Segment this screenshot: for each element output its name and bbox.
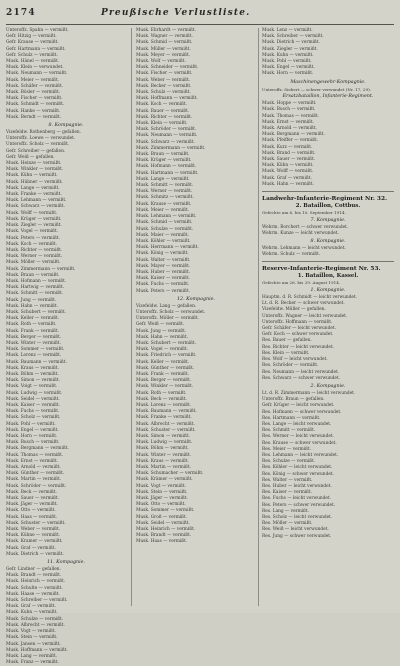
casualty-entry: Musk. Werner — vermißt. — [6, 254, 63, 260]
casualty-entry: Musk. Bergmann — vermißt. — [6, 446, 69, 452]
casualty-entry: Res. Köhler — leicht verwundet. — [262, 465, 333, 471]
casualty-entry: Musk. Berger — vermißt. — [136, 378, 192, 384]
battalion-title: 1. Bataillon, Kassel. — [297, 273, 359, 280]
casualty-entry: Musk. Kühn — vermißt. — [6, 173, 58, 179]
casualty-entry: Musk. Möller — vermißt. — [6, 260, 61, 266]
casualty-entry: Musk. Hänel — vermißt. — [6, 59, 60, 65]
casualty-entry: Musk. Vogel — vermißt. — [6, 229, 59, 235]
casualty-entry: Musk. Schreiber — vermißt. — [6, 598, 68, 604]
casualty-entry: Unteroffz. Loewe — verwundet. — [6, 136, 76, 142]
column-divider — [258, 28, 259, 606]
casualty-entry: Musk. Fuchs — vermißt. — [6, 409, 60, 415]
casualty-entry: Musk. Maier — vermißt. — [136, 232, 190, 238]
page-title: Preußische Verlustliste. — [101, 8, 251, 18]
casualty-entry: Musk. Martin — vermißt. — [6, 477, 62, 483]
casualty-entry: Musk. Hartwig — vermißt. — [6, 285, 65, 291]
column-middle — [136, 28, 256, 608]
casualty-entry: Musk. Stein — vermißt. — [6, 635, 58, 641]
casualty-entry: Musk. Seidel — vermißt. — [6, 396, 60, 402]
casualty-entry: Unteroffz. Spahn — vermißt. — [6, 28, 69, 33]
entry-list — [136, 304, 256, 546]
casualty-entry: Musk. Schmitt — vermißt. — [136, 183, 194, 189]
casualty-entry: Musk. Heinrich — vermißt. — [6, 579, 66, 585]
casualty-entry: Res. Jung — schwer verwundet. — [262, 533, 332, 539]
casualty-entry: Gefr. Koch — schwer verwundet. — [262, 332, 334, 338]
casualty-entry: Musk. Schulte — vermißt. — [6, 585, 63, 591]
casualty-entry: Musk. Schäfer — vermißt. — [6, 83, 64, 89]
casualty-entry: Musk. Wolf — vermißt. — [136, 59, 186, 65]
casualty-entry: Musk. Kraus — vermißt. — [6, 365, 59, 371]
casualty-entry: Musk. Krause — vermißt. — [136, 201, 192, 207]
casualty-entry: Musk. Ziegler — vermißt. — [262, 46, 318, 52]
casualty-entry: Musk. Krüger — vermißt. — [136, 158, 192, 164]
casualty-entry: Musk. Schröder — vermißt. — [136, 127, 197, 133]
casualty-entry: Musk. Haas — vermißt. — [136, 539, 188, 545]
casualty-entry: Musk. Vogel — vermißt. — [136, 347, 189, 353]
casualty-entry: Musk. Arnold — vermißt. — [262, 126, 317, 132]
casualty-entry: Musk. Thomas — vermißt. — [6, 452, 64, 458]
casualty-entry: Musk. Neumann — vermißt. — [6, 71, 68, 77]
casualty-entry: Musk. Sommer — vermißt. — [6, 347, 65, 353]
page-header — [6, 8, 394, 22]
casualty-entry: Musk. Ziegler — vermißt. — [6, 223, 62, 229]
casualty-entry: Musk. Ernst — vermißt. — [262, 119, 315, 125]
company-heading: 1. Kompagnie. — [310, 288, 346, 294]
casualty-entry: Res. Schmitt — vermißt. — [262, 428, 316, 434]
casualty-entry: Musk. Winkler — vermißt. — [6, 167, 64, 173]
casualty-entry: Musk. Haase — vermißt. — [6, 591, 60, 597]
section-separator — [262, 261, 394, 262]
casualty-entry: Musk. Müller — vermißt. — [136, 46, 191, 52]
casualty-entry: Musk. Jäger — vermißt. — [136, 496, 188, 502]
casualty-entry: Musk. Hübner — vermißt. — [6, 179, 63, 185]
casualty-entry: Musk. Albrecht — vermißt. — [136, 421, 195, 427]
casualty-entry: Hauptm. d. R. Schmidt — leicht verwundet. — [262, 295, 358, 301]
casualty-entry: Musk. Brandt — vermißt. — [136, 533, 192, 539]
casualty-entry: Musk. Engel — vermißt. — [6, 427, 59, 433]
entry-list — [262, 225, 394, 237]
casualty-entry: Musk. Hartmann — vermißt. — [136, 170, 199, 176]
casualty-entry: Musk. Vogt — vermißt. — [136, 483, 186, 489]
company-heading: 11. Kompagnie. — [46, 560, 86, 566]
casualty-entry: Musk. Kaiser — vermißt. — [6, 402, 61, 408]
casualty-entry: Musk. Krüger — vermißt. — [6, 216, 62, 222]
casualty-entry: Musk. Krämer — vermißt. — [136, 477, 193, 483]
casualty-entry: Musk. Weber — vermißt. — [136, 77, 191, 83]
casualty-entry: Musk. Lange — vermißt. — [6, 185, 60, 191]
casualty-entry: Res. Walter — vermißt. — [262, 477, 313, 483]
casualty-entry: Musk. Groß — vermißt. — [136, 514, 188, 520]
casualty-entry: Musk. Fischer — vermißt. — [6, 96, 63, 102]
casualty-entry: Musk. Franke — vermißt. — [136, 415, 192, 421]
casualty-entry: Musk. Otto — vermißt. — [6, 508, 56, 514]
casualty-entry: Musk. Winter — vermißt. — [136, 452, 191, 458]
casualty-entry: Musk. Jansen — vermißt. — [6, 641, 61, 647]
casualty-entry: Musk. Lorenz — vermißt. — [6, 353, 62, 359]
casualty-entry: Musk. Richter — vermißt. — [6, 247, 63, 253]
casualty-entry: Musk. Jung — vermißt. — [6, 297, 57, 303]
casualty-entry: Musk. Schmitz — vermißt. — [136, 195, 194, 201]
casualty-entry: Musk. Lorenz — vermißt. — [136, 402, 192, 408]
casualty-entry: Res. Hofmann — schwer verwundet. — [262, 409, 342, 415]
casualty-entry: Res. Lange — leicht verwundet. — [262, 421, 332, 427]
casualty-entry: Musk. Berndt — vermißt. — [6, 114, 62, 120]
casualty-entry: Gefr. Hartmann — vermißt. — [6, 46, 66, 52]
casualty-entry: Musk. Ehrhardt — vermißt. — [136, 28, 196, 33]
casualty-entry: Musk. Simon — vermißt. — [136, 434, 190, 439]
casualty-entry: Gefr. Weiß — gefallen. — [6, 154, 55, 160]
casualty-entry: Musk. Koch — vermißt. — [6, 241, 58, 247]
casualty-entry: Musk. Klein — verwundet. — [6, 65, 64, 71]
casualty-entry: Musk. Heinze — vermißt. — [6, 161, 62, 167]
casualty-entry: Musk. Roth — vermißt. — [136, 390, 187, 396]
casualty-entry: Musk. Schmid — vermißt. — [136, 220, 193, 226]
casualty-entry: Musk. Ernst — vermißt. — [6, 458, 59, 464]
casualty-entry: Musk. Baumann — vermißt. — [6, 359, 67, 365]
casualty-entry: Musk. Kurz — vermißt. — [262, 144, 313, 150]
casualty-entry: Musk. Neumann — vermißt. — [136, 133, 198, 139]
entry-list — [262, 295, 394, 382]
casualty-entry: Musk. Kraus — vermißt. — [136, 458, 189, 464]
casualty-entry: Gefr. Krause — vermißt. — [6, 40, 59, 46]
casualty-entry: Res. Fuchs — leicht verwundet. — [262, 496, 332, 502]
casualty-entry: Musk. Böhm — vermißt. — [6, 371, 59, 377]
casualty-entry: Musk. Schubert — vermißt. — [6, 309, 67, 315]
casualty-entry: Musk. Schneider — vermißt. — [136, 65, 199, 71]
casualty-entry: Musk. Busch — vermißt. — [6, 440, 60, 446]
entry-list — [262, 101, 394, 188]
casualty-entry: Musk. Schulze — vermißt. — [6, 616, 64, 622]
casualty-entry: Gefr. Krüger — leicht verwundet. — [262, 403, 335, 409]
casualty-entry: Musk. Keller — vermißt. — [6, 316, 60, 322]
casualty-entry: Musk. Martin — vermißt. — [136, 465, 192, 471]
casualty-entry: Musk. Fuchs — vermißt. — [136, 282, 190, 288]
casualty-entry: Musk. Kaiser — vermißt. — [136, 276, 191, 282]
casualty-entry: Musk. König — vermißt. — [136, 251, 189, 257]
casualty-entry: Musk. Meier — vermißt. — [136, 207, 190, 213]
casualty-entry: Musk. Hanke — vermißt. — [6, 108, 61, 114]
casualty-entry: Musk. Graf — vermißt. — [6, 604, 56, 610]
casualty-entry: Musk. Becker — vermißt. — [136, 83, 192, 89]
battalion-title: 2. Bataillon, Cottbus. — [295, 203, 361, 210]
casualty-entry: Musk. Braun — vermißt. — [136, 152, 190, 158]
casualty-entry: Wehrm. Schulz — vermißt. — [262, 252, 321, 258]
casualty-entry: Musk. Brandt — vermißt. — [6, 573, 62, 579]
casualty-entry: Res. Bauer — gefallen. — [262, 338, 312, 344]
casualty-entry: Musk. Bösler — vermißt. — [6, 90, 61, 96]
casualty-entry: Musk. Kramer — vermißt. — [6, 539, 63, 545]
column-right — [262, 28, 394, 608]
casualty-entry: Res. Hartmann — vermißt. — [262, 415, 321, 421]
casualty-entry: Musk. Seidel — vermißt. — [136, 520, 190, 526]
casualty-entry: Musk. Weber — vermißt. — [6, 527, 61, 533]
casualty-entry: Res. Krause — schwer verwundet. — [262, 440, 337, 446]
casualty-entry: Musk. Sauer — vermißt. — [6, 496, 60, 502]
casualty-entry: Musk. Pfeiffer — vermißt. — [262, 138, 319, 144]
casualty-entry: Res. Lang — vermißt. — [262, 508, 310, 514]
casualty-entry: Musk. Friedrich — vermißt. — [136, 353, 197, 359]
company-heading: 12. Kompagnie. — [176, 296, 216, 302]
casualty-entry: Musk. Ludwig — vermißt. — [136, 440, 193, 446]
casualty-entry: Musk. Herrmann — vermißt. — [136, 245, 199, 251]
casualty-entry: Musk. Dietrich — vermißt. — [6, 551, 64, 557]
casualty-entry: Musk. Jäger — vermißt. — [6, 502, 58, 508]
casualty-entry: Unteroffz. Braun — gefallen. — [262, 397, 325, 403]
casualty-entry: Musk. Braun — vermißt. — [6, 272, 60, 278]
casualty-entry: Musk. Simon — vermißt. — [6, 378, 60, 384]
casualty-entry: Musk. Hahn — vermißt. — [262, 181, 315, 187]
casualty-entry: Musk. Walter — vermißt. — [136, 257, 191, 263]
casualty-entry: Musk. Lenz — vermißt. — [262, 28, 313, 33]
casualty-entry: Res. Werner — leicht verwundet. — [262, 434, 334, 440]
company-heading: Maschinengewehr-Kompagnie. — [290, 79, 366, 85]
casualty-entry: Musk. Otto — vermißt. — [136, 502, 186, 508]
casualty-entry: Musk. Vogt — vermißt. — [6, 629, 56, 635]
casualty-entry: Musk. Böhm — vermißt. — [136, 446, 189, 452]
column-left — [6, 28, 126, 666]
casualty-entry: Res. Lehmann — leicht verwundet. — [262, 452, 339, 458]
battalion-heading: Ersatzbataillon, Infanterie-Regiment. — [282, 94, 374, 100]
casualty-entry: Musk. Thomas — vermißt. — [262, 113, 320, 119]
note: Unteroffz. Siebert — schwer verwundet (Nr. 17, 29). — [262, 86, 372, 92]
section-separator — [262, 191, 394, 192]
entry-list — [262, 246, 394, 258]
casualty-entry: Musk. Hoffmann — vermißt. — [136, 96, 198, 102]
casualty-entry: Musk. Zimmermann — vermißt. — [6, 266, 76, 272]
casualty-entry: Wehrm. Lehmann — leicht verwundet. — [262, 246, 346, 252]
casualty-entry: Musk. Werner — vermißt. — [136, 189, 193, 195]
casualty-entry: Musk. Arnold — vermißt. — [6, 465, 61, 471]
casualty-entry: Res. Weiß — leicht verwundet. — [262, 527, 329, 533]
casualty-entry: Musk. Frank — vermißt. — [136, 371, 190, 377]
casualty-entry: Musk. Schuster — vermißt. — [6, 520, 66, 526]
casualty-entry: Musk. Schmitt — vermißt. — [6, 291, 64, 297]
casualty-entry: Wehrm. Kunze — leicht verwundet. — [262, 230, 339, 236]
casualty-entry: Musk. Bauer — vermißt. — [136, 108, 190, 114]
casualty-entry: Musk. Hofmann — vermißt. — [136, 164, 197, 170]
casualty-entry: Musk. Huber — vermißt. — [136, 269, 191, 275]
casualty-entry: Res. Peters — schwer verwundet. — [262, 502, 336, 508]
casualty-entry: Res. Neumann — leicht verwundet. — [262, 369, 340, 375]
casualty-entry: Musk. Voigt — vermißt. — [6, 384, 58, 390]
casualty-entry: Musk. Lang — vermißt. — [6, 653, 58, 659]
casualty-entry: Musk. Peters — vermißt. — [136, 288, 190, 294]
casualty-entry: Musk. Beck — vermißt. — [136, 396, 187, 402]
casualty-entry: Musk. Zimmermann — vermißt. — [136, 145, 206, 151]
company-heading: 2. Kompagnie. — [310, 383, 346, 389]
casualty-entry: Unteroffz. Wagner — leicht verwundet. — [262, 313, 348, 319]
casualty-entry: Musk. Heinrich — vermißt. — [136, 527, 196, 533]
casualty-entry: Musk. Graf — vermißt. — [6, 545, 56, 551]
casualty-entry: Musk. Schröder — vermißt. — [6, 483, 67, 489]
entry-list — [262, 28, 394, 78]
casualty-entry: Musk. Schubert — vermißt. — [136, 340, 197, 346]
casualty-entry: Vizefeldw. Lang — gefallen. — [136, 303, 197, 309]
casualty-entry: Res. König — schwer verwundet. — [262, 471, 334, 477]
company-heading: 7. Kompagnie. — [310, 217, 346, 223]
casualty-entry: Gefr. Lindner — gefallen. — [6, 567, 61, 573]
casualty-entry: Musk. Scholz — vermißt. — [6, 415, 61, 421]
casualty-entry: Vizefeldw. Müller — gefallen. — [262, 307, 326, 313]
casualty-entry: Musk. Winter — vermißt. — [6, 340, 61, 346]
casualty-entry: Res. Schwarz — schwer verwundet. — [262, 375, 341, 381]
entry-list — [6, 567, 126, 666]
casualty-entry: Musk. Kühne — vermißt. — [6, 533, 61, 539]
company-heading: 8. Kompagnie. — [48, 123, 84, 129]
casualty-entry: Musk. Engel — vermißt. — [262, 65, 315, 71]
casualty-entry: Musk. Baumann — vermißt. — [136, 409, 197, 415]
casualty-entry: Musk. Pohl — vermißt. — [262, 59, 312, 65]
casualty-entry: Musk. Kuhn — vermißt. — [6, 610, 58, 616]
casualty-entry: Res. Huber — leicht verwundet. — [262, 483, 332, 489]
casualty-entry: Musk. Stein — vermißt. — [136, 489, 188, 495]
entry-list — [6, 130, 126, 558]
casualty-entry: Musk. Busch — vermißt. — [262, 107, 316, 113]
casualty-entry: Musk. Franz — vermißt. — [6, 660, 59, 666]
casualty-entry: Vizefeldw. Rothenberg — gefallen. — [6, 130, 81, 136]
casualty-entry: Gefr. Schulz — vermißt. — [6, 52, 58, 58]
casualty-entry: Musk. Peters — vermißt. — [6, 235, 60, 241]
entry-list — [262, 391, 394, 540]
page-number: 2174 — [6, 8, 36, 18]
regiment-heading: Landwehr-Infanterie-Regiment Nr. 32. — [262, 196, 387, 203]
casualty-entry: Musk. Beck — vermißt. — [6, 489, 57, 495]
casualty-entry: Unteroffz. Hoffmann — vermißt. — [262, 319, 333, 325]
casualty-entry: Res. Klein — vermißt. — [262, 350, 310, 356]
casualty-entry: Musk. Günther — vermißt. — [6, 471, 65, 477]
casualty-entry: Musk. Mayer — vermißt. — [136, 263, 191, 269]
casualty-entry: Musk. Hahn — vermißt. — [136, 334, 189, 340]
battle-note: Gefechte am 26. bis 29. August 1914. — [262, 280, 341, 286]
casualty-entry: Musk. Haas — vermißt. — [6, 514, 58, 520]
casualty-entry: Musk. Horn — vermißt. — [262, 71, 314, 77]
casualty-entry: Musk. Horn — vermißt. — [6, 434, 58, 439]
casualty-entry: Res. Schulze — vermißt. — [262, 459, 316, 465]
casualty-entry: Musk. Lehmann — vermißt. — [6, 198, 67, 204]
casualty-entry: Res. Wolf — leicht verwundet. — [262, 357, 328, 363]
casualty-entry: Musk. Hoffmann — vermißt. — [6, 647, 68, 653]
battle-note: Gefechte am 6. bis 10. September 1914. — [262, 210, 346, 216]
casualty-entry: Musk. Kühn — vermißt. — [262, 163, 314, 169]
casualty-entry: Musk. Berger — vermißt. — [6, 334, 62, 340]
casualty-entry: Musk. Ludwig — vermißt. — [6, 390, 63, 396]
casualty-entry: Musk. Bergmann — vermißt. — [262, 132, 325, 138]
casualty-entry: Musk. Fischer — vermißt. — [136, 71, 193, 77]
casualty-entry: Musk. Jung — vermißt. — [136, 328, 187, 334]
casualty-entry: Musk. Wolff — vermißt. — [6, 210, 58, 216]
casualty-entry: Res. Scholz — leicht verwundet. — [262, 514, 333, 520]
casualty-entry: Musk. Meier — vermißt. — [6, 77, 60, 83]
casualty-entry: Musk. Hahn — vermißt. — [6, 303, 59, 309]
casualty-entry: Musk. Hoppe — vermißt. — [262, 101, 317, 107]
entry-list — [136, 28, 256, 295]
casualty-entry: Gefr. Schäfer — leicht verwundet. — [262, 326, 336, 332]
casualty-entry: Musk. Günther — vermißt. — [136, 365, 195, 371]
casualty-entry: Wehrm. Borchert — schwer verwundet. — [262, 224, 349, 230]
casualty-entry: Musk. Lehmann — vermißt. — [136, 214, 197, 220]
casualty-entry: Unteroffz. Scholz — verwundet. — [136, 309, 206, 315]
casualty-entry: Musk. Schwarz — vermißt. — [136, 139, 195, 145]
casualty-entry: Musk. Franke — vermißt. — [6, 192, 62, 198]
regiment-heading: Reserve-Infanterie-Regiment Nr. 53. — [262, 266, 381, 273]
casualty-entry: Musk. Richter — vermißt. — [136, 114, 193, 120]
casualty-entry: Res. Möller — vermißt. — [262, 521, 313, 527]
casualty-entry: Musk. Keller — vermißt. — [136, 359, 190, 365]
casualty-entry: Musk. Winkler — vermißt. — [136, 384, 194, 390]
casualty-entry: Musk. Wagner — vermißt. — [136, 34, 193, 40]
casualty-entry: Musk. Lange — vermißt. — [136, 176, 190, 182]
casualty-entry: Musk. Sauer — vermißt. — [262, 157, 316, 163]
casualty-entry: Gefr. Schreiber — gefallen. — [6, 148, 66, 154]
casualty-entry: Res. Meier — vermißt. — [262, 446, 312, 452]
casualty-entry: Musk. Sommer — vermißt. — [136, 508, 195, 514]
casualty-entry: Musk. Koch — vermißt. — [136, 102, 188, 108]
casualty-entry: Musk. Frank — vermißt. — [6, 328, 60, 334]
casualty-entry: Musk. Roth — vermißt. — [6, 322, 57, 328]
casualty-entry: Musk. Schreiber — vermißt. — [262, 34, 324, 40]
company-heading: 8. Kompagnie. — [310, 239, 346, 245]
casualty-entry: Unteroffz. Scholz — vermißt. — [6, 142, 70, 148]
casualty-entry: Lt. d. R. Becker — schwer verwundet. — [262, 301, 345, 307]
casualty-entry: Musk. Pohl — vermißt. — [6, 421, 56, 427]
casualty-entry: Musk. Meyer — vermißt. — [136, 52, 191, 58]
header-rule — [6, 24, 394, 25]
casualty-entry: Musk. Schwarz — vermißt. — [6, 204, 65, 210]
casualty-entry: Musk. Brand — vermißt. — [262, 150, 316, 156]
casualty-entry: Musk. Albrecht — vermißt. — [6, 622, 65, 628]
casualty-entry: Musk. Hofmann — vermißt. — [6, 278, 67, 284]
casualty-entry: Musk. Schmid — vermißt. — [136, 40, 193, 46]
casualty-entry: Musk. Kuhn — vermißt. — [262, 52, 314, 58]
casualty-entry: Musk. Schmidt — vermißt. — [6, 102, 65, 108]
casualty-entry: Res. Schröder — vermißt. — [262, 363, 319, 369]
entry-list — [6, 28, 126, 121]
casualty-entry: Lt. d. R. Zimmermann — leicht verwundet. — [262, 390, 356, 396]
casualty-entry: Gefr. Hitzig — vermißt. — [6, 34, 57, 40]
casualty-entry: Res. Kaiser — vermißt. — [262, 490, 313, 496]
column-divider — [131, 28, 132, 606]
casualty-entry: Musk. Schulz — vermißt. — [136, 90, 191, 96]
casualty-entry: Res. Richter — leicht verwundet. — [262, 344, 335, 350]
casualty-entry: Musk. Klein — vermißt. — [136, 121, 188, 127]
casualty-entry: Musk. Schuster — vermißt. — [136, 427, 196, 433]
casualty-entry: Musk. Schulze — vermißt. — [136, 226, 194, 232]
casualty-entry: Musk. Graf — vermißt. — [262, 175, 312, 181]
casualty-entry: Musk. Schumacher — vermißt. — [136, 471, 204, 477]
casualty-entry: Musk. Köhler — vermißt. — [136, 238, 191, 244]
casualty-entry: Unteroffz. Möller — vermißt. — [136, 316, 200, 322]
casualty-entry: Musk. Dietrich — vermißt. — [262, 40, 320, 46]
casualty-entry: Gefr. Weiß — vermißt. — [136, 322, 185, 328]
casualty-entry: Musk. Wolff — vermißt. — [262, 169, 314, 175]
